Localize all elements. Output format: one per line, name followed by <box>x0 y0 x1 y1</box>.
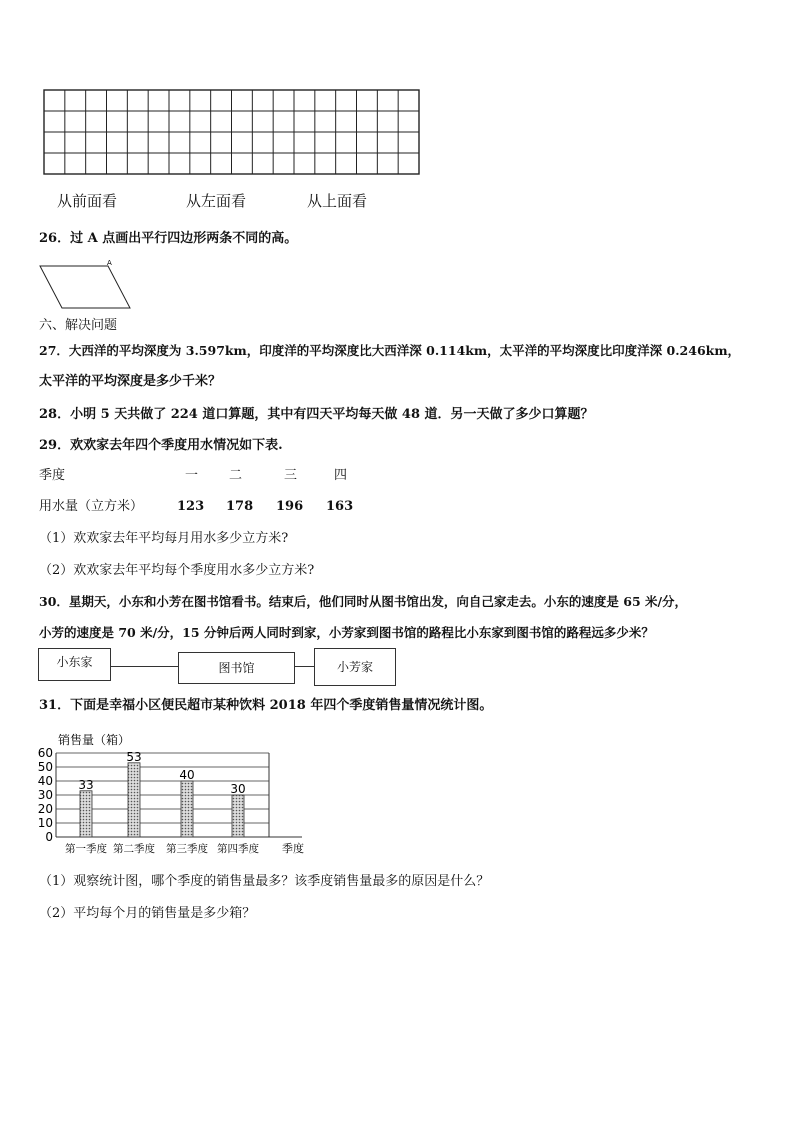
sales-bar-chart <box>34 728 314 858</box>
chart-y-tick-label: 10 <box>37 816 53 830</box>
point-a-label: A <box>107 259 112 267</box>
view-label-front: 从前面看 <box>57 192 118 210</box>
question-31: 31．下面是幸福小区便民超市某种饮料 2018 年四个季度销售量情况统计图。 <box>39 698 493 713</box>
chart-bar <box>232 795 244 837</box>
question-27-line1: 27．大西洋的平均深度为 3.597km，印度洋的平均深度比大西洋深 0.114km，太平洋的平均深度比印度洋深 0.246km， <box>39 343 741 358</box>
parallelogram <box>40 266 130 308</box>
chart-y-axis-label: 销售量（箱） <box>58 733 131 747</box>
box-xiaodong-home: 小东家 <box>38 648 111 681</box>
question-30-line1: 30．星期天，小东和小芳在图书馆看书。结束后，他们同时从图书馆出发，向自己家走去。小东的速度是 65 米/分， <box>39 594 688 609</box>
table-value-1: 123 <box>177 499 205 514</box>
chart-data-label: 30 <box>230 782 246 796</box>
table-value-4: 163 <box>326 499 354 514</box>
chart-category-label: 第四季度 <box>217 843 259 855</box>
parallelogram-figure <box>36 256 136 312</box>
chart-bar <box>80 791 92 837</box>
table-quarter-2: 二 <box>229 468 243 483</box>
question-31-sub2: （2）平均每个月的销售量是多少箱？ <box>39 906 256 921</box>
box-xiaofang-home: 小芳家 <box>314 648 396 686</box>
table-header-label: 季度 <box>39 468 66 483</box>
table-quarter-3: 三 <box>284 468 298 483</box>
table-row-label: 用水量（立方米） <box>39 499 144 514</box>
chart-y-tick-label: 40 <box>37 774 53 788</box>
chart-x-axis-label: 季度 <box>282 842 304 855</box>
chart-category-label: 第二季度 <box>113 843 155 855</box>
chart-y-tick-label: 50 <box>37 760 53 774</box>
chart-bar <box>128 763 140 837</box>
chart-category-label: 第三季度 <box>166 843 208 855</box>
question-29-sub1: （1）欢欢家去年平均每月用水多少立方米? <box>39 531 289 546</box>
question-29-sub2: （2）欢欢家去年平均每个季度用水多少立方米? <box>39 563 315 578</box>
table-value-3: 196 <box>276 499 304 514</box>
connector-line-right <box>294 666 314 667</box>
chart-data-label: 40 <box>179 768 195 782</box>
question-29: 29．欢欢家去年四个季度用水情况如下表. <box>39 438 283 453</box>
chart-category-label: 第一季度 <box>65 843 107 855</box>
chart-data-label: 33 <box>78 777 94 792</box>
question-27-line2: 太平洋的平均深度是多少千米？ <box>39 374 222 389</box>
chart-y-tick-label: 0 <box>45 830 53 844</box>
box-library: 图书馆 <box>178 652 295 684</box>
view-label-top: 从上面看 <box>307 192 368 210</box>
chart-y-tick-label: 20 <box>37 802 53 816</box>
connector-line-left <box>110 666 178 667</box>
question-30-line2: 小芳的速度是 70 米/分，15 分钟后两人同时到家，小芳家到图书馆的路程比小东家到图书馆的路程远多少米？ <box>39 625 654 640</box>
chart-y-tick-label: 60 <box>37 746 53 760</box>
chart-bar <box>181 781 193 837</box>
table-quarter-4: 四 <box>334 468 348 483</box>
table-quarter-1: 一 <box>185 468 199 483</box>
question-31-sub1: （1）观察统计图，哪个季度的销售量最多？该季度销售量最多的原因是什么？ <box>39 874 490 889</box>
table-value-2: 178 <box>226 499 254 514</box>
chart-data-label: 53 <box>126 749 142 764</box>
view-grid <box>42 88 422 176</box>
section-6-title: 六、解决问题 <box>39 318 118 333</box>
chart-y-tick-label: 30 <box>37 788 53 802</box>
view-label-left: 从左面看 <box>186 192 247 210</box>
question-26: 26．过 A 点画出平行四边形两条不同的高。 <box>39 231 298 246</box>
question-28: 28．小明 5 天共做了 224 道口算题，其中有四天平均每天做 48 道．另一天做了多少口算题？ <box>39 407 594 422</box>
